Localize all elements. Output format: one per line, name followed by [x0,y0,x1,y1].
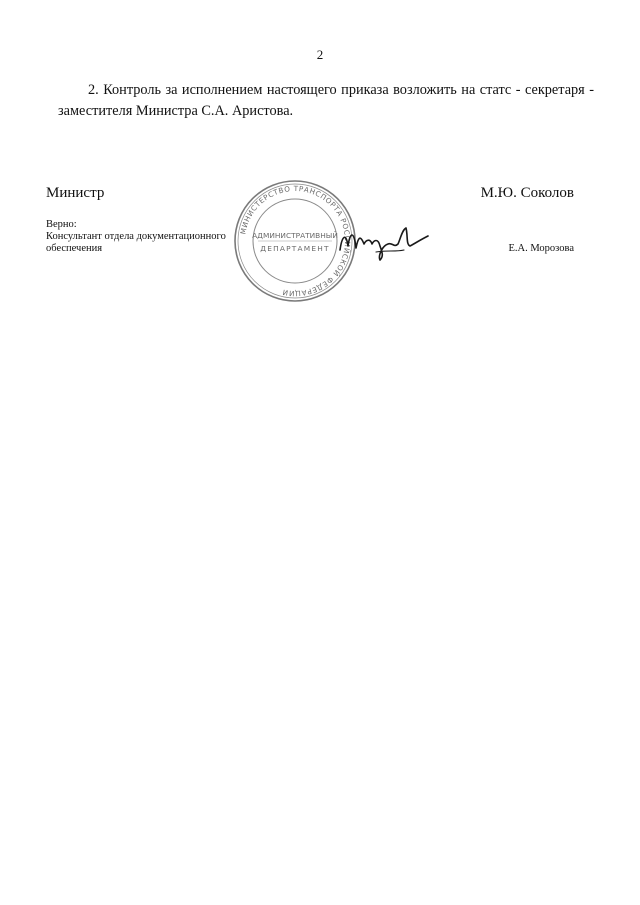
consultant-name: Е.А. Морозова [508,243,574,254]
page-number: 2 [316,47,324,62]
handwritten-signature [336,222,432,262]
order-paragraph [58,80,594,122]
seal-inner-line-2: ДЕПАРТАМЕНТ [260,244,330,253]
seal-outer-text: МИНИСТЕРСТВО ТРАНСПОРТА РОССИЙСКОЙ ФЕДЕРАЦИИ [238,183,353,299]
paragraph-text: 2. Контроль за исполнением настоящего приказа возложить на статс - секретаря - заместителя Министра С.А. Аристова. [58,82,594,119]
consultant-position [46,231,246,255]
signature-stroke [340,228,428,260]
seal-inner-line-1: АДМИНИСТРАТИВНЫЙ [252,231,338,240]
consultant-line-1: Консультант отдела документационного [46,231,226,242]
consultant-line-2: обеспечения [46,243,103,254]
minister-name: М.Ю. Соколов [480,185,574,201]
minister-title: Министр [46,185,105,201]
certification-label: Верно: [46,219,77,230]
signature-underline [376,250,404,252]
